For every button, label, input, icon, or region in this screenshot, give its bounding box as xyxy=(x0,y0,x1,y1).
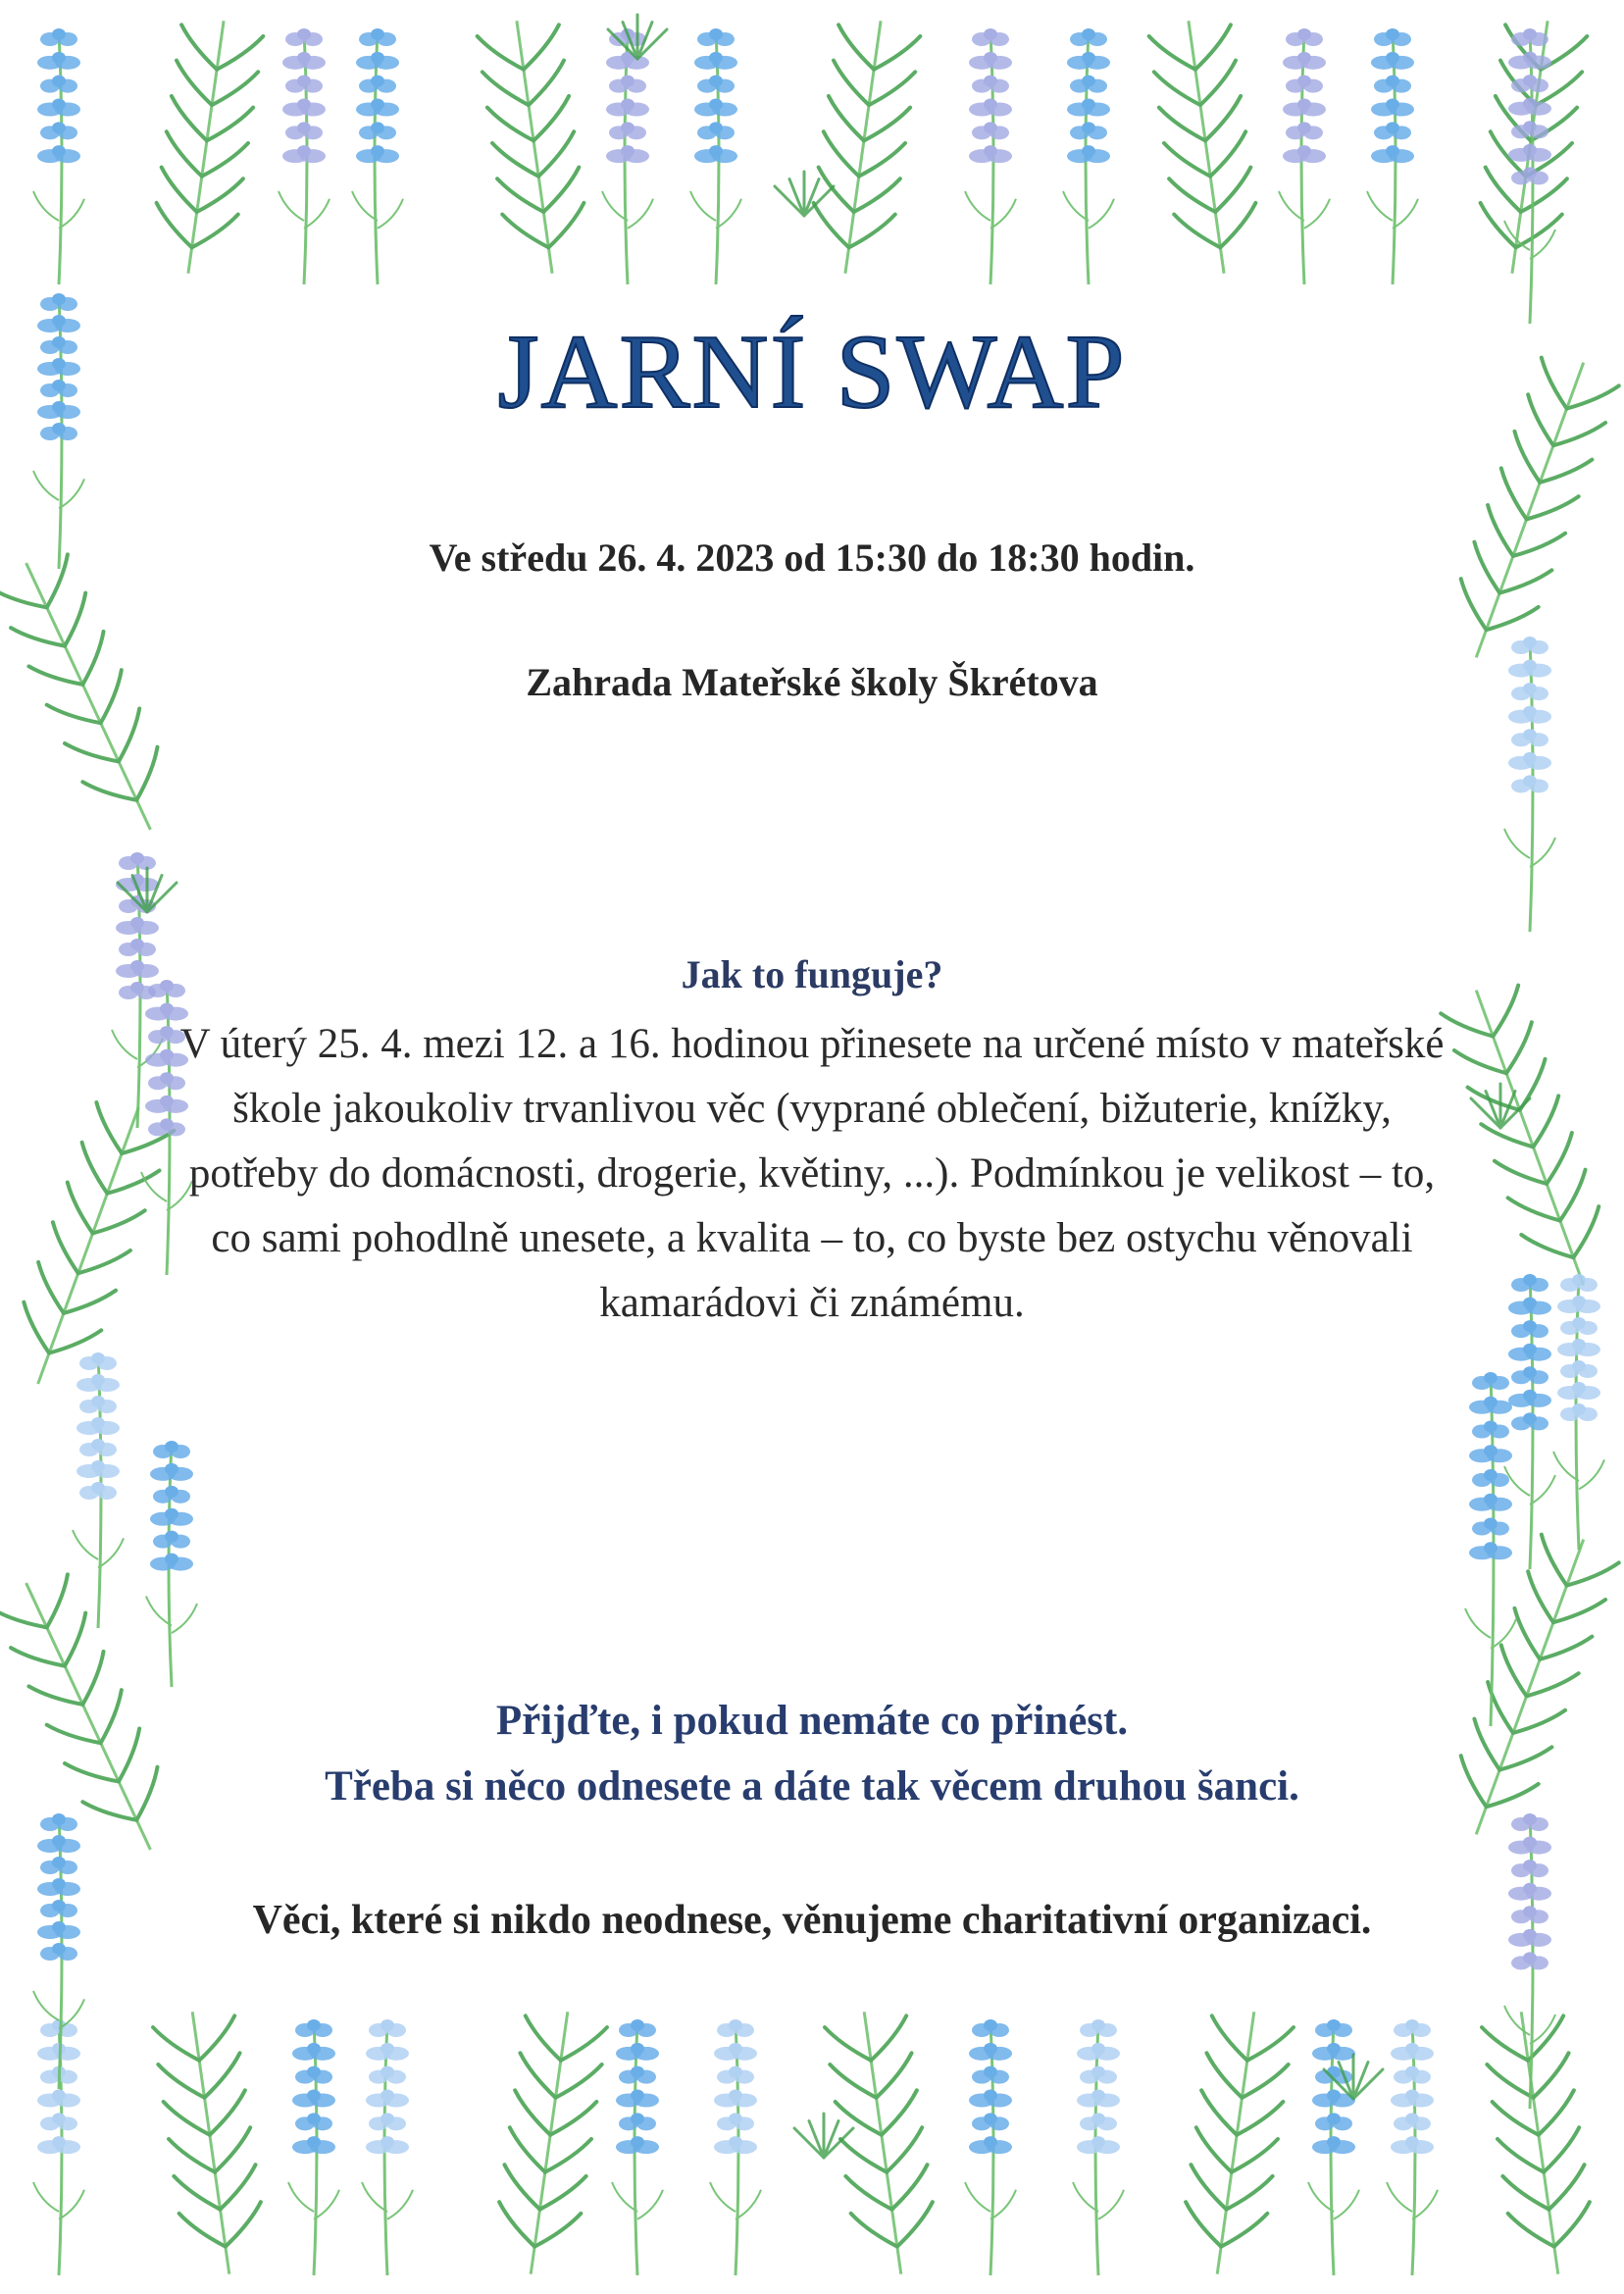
invitation-line-1: Přijďte, i pokud nemáte co přinést. xyxy=(495,1698,1129,1744)
how-it-works-text: V úterý 25. 4. mezi 12. a 16. hodinou přinesete na určené místo v mateřské škole jakoukoliv trvanlivou věc (vyprané oblečení, bižuterie, knížky, potřeby do domácnosti, drogerie, květiny, ...). Podmínkou je velikost – to, co sami pohodlně unesete, a kvalita – to, co byste bez ostychu věnovali kamarádovi či známému. xyxy=(179,1021,1445,1326)
invitation-line-2: Třeba si něco odnesete a dáte tak věcem druhou šanci. xyxy=(325,1763,1299,1810)
event-location: Zahrada Mateřské školy Škrétova xyxy=(526,660,1098,704)
page-title: JARNÍ SWAP xyxy=(497,314,1127,431)
charity-note: Věci, které si nikdo neodnese, věnujeme charitativní organizaci. xyxy=(252,1898,1372,1943)
how-it-works-heading: Jak to funguje? xyxy=(681,952,943,996)
event-date-time: Ve středu 26. 4. 2023 od 15:30 do 18:30 hodin. xyxy=(429,535,1195,580)
